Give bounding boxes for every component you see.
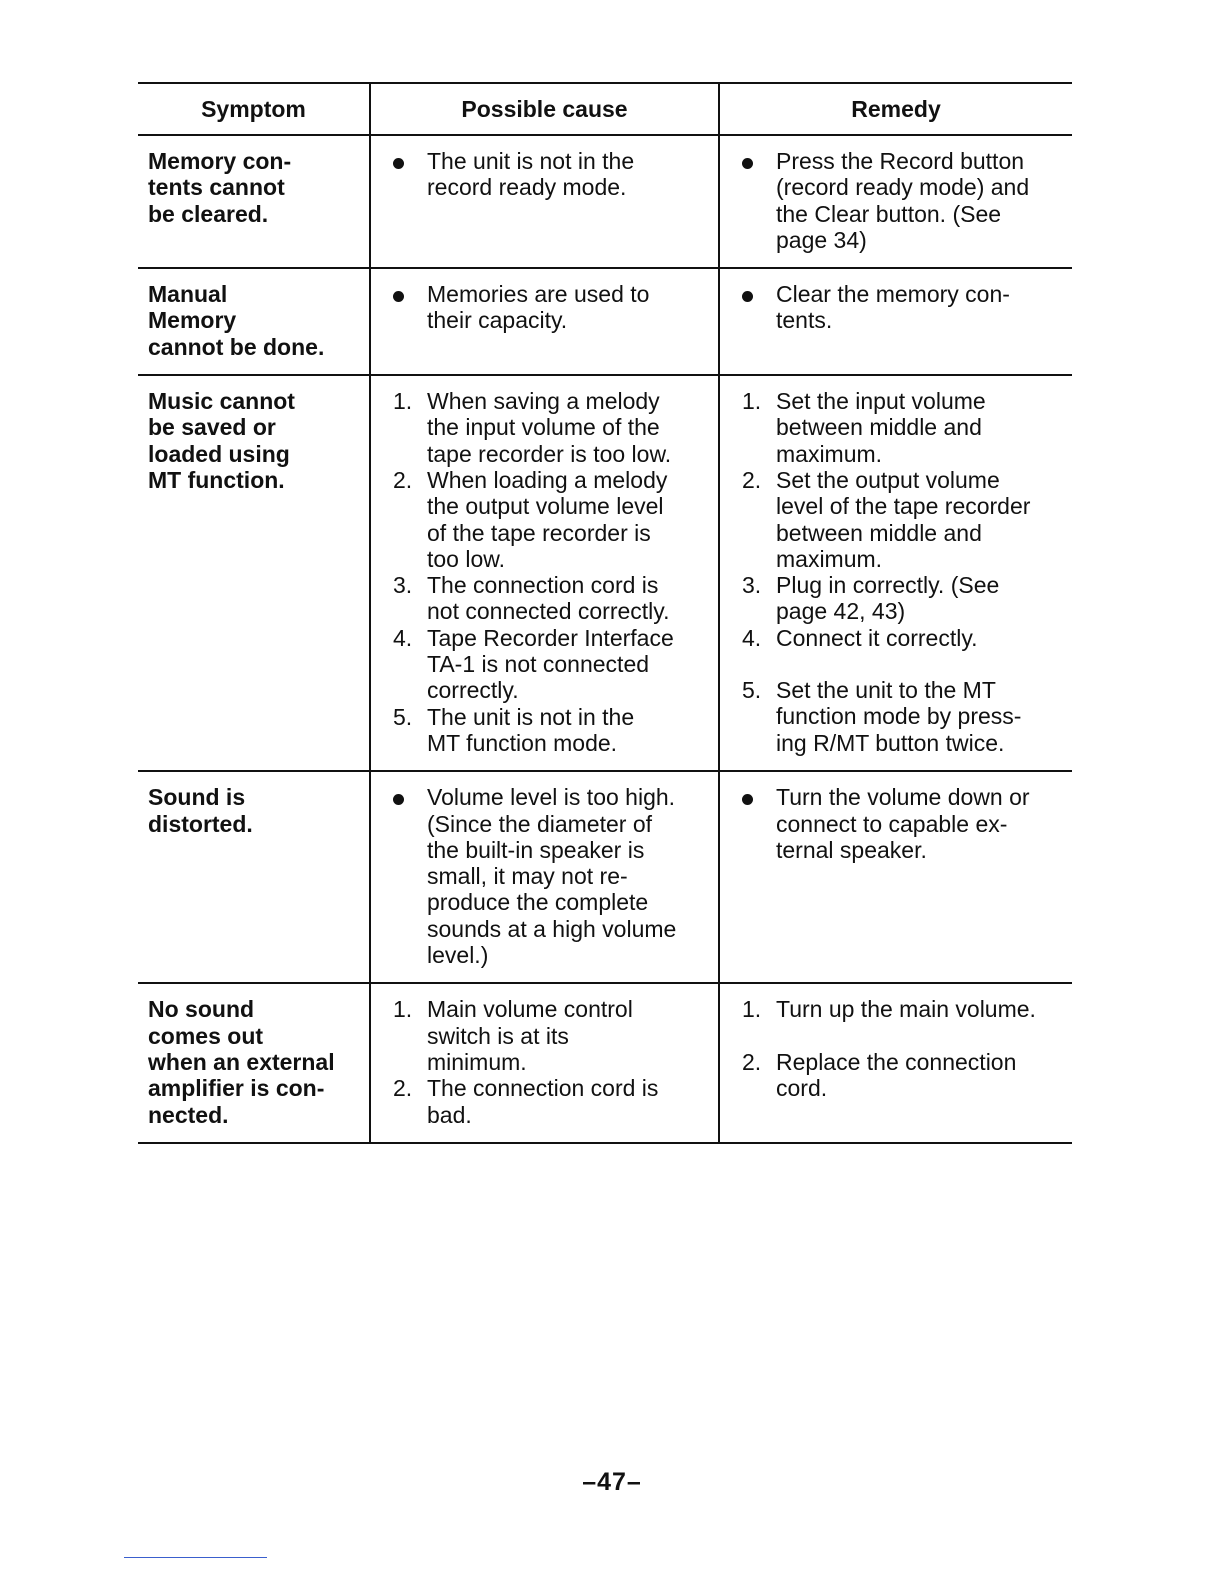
remedy-cell	[719, 375, 1072, 771]
bullet-dot-icon	[393, 794, 404, 805]
remedy-list	[730, 281, 1062, 334]
remedy-item	[730, 148, 1062, 253]
cause-cell	[370, 375, 719, 771]
remedy-text: Set the unit to the MT function mode by press- ing R/MT button twice.	[776, 677, 1022, 756]
cause-item	[381, 467, 708, 572]
cause-item	[381, 388, 708, 467]
bullet-icon	[381, 148, 427, 201]
remedy-item	[730, 388, 1062, 467]
cause-text: When loading a melody the output volume level of the tape recorder is too low.	[427, 466, 668, 572]
item-number: 5.	[393, 703, 413, 730]
cause-item	[381, 1075, 708, 1128]
cause-cell	[370, 771, 719, 983]
cause-item	[381, 996, 708, 1075]
table-row	[138, 771, 1072, 983]
cause-list	[381, 996, 708, 1127]
header-remedy: Remedy	[719, 83, 1072, 135]
item-number: 1.	[742, 388, 762, 415]
remedy-item	[730, 784, 1062, 863]
cause-list	[381, 281, 708, 334]
remedy-item	[730, 467, 1062, 572]
table-row	[138, 135, 1072, 268]
table-row	[138, 983, 1072, 1142]
bullet-dot-icon	[742, 291, 753, 302]
cause-list	[381, 784, 708, 968]
symptom-cell: Memory con- tents cannot be cleared.	[138, 135, 370, 268]
cause-text: The connection cord is not connected correctly.	[427, 572, 670, 625]
table-row	[138, 375, 1072, 771]
cause-item	[381, 784, 708, 968]
remedy-item	[730, 281, 1062, 334]
remedy-cell	[719, 771, 1072, 983]
item-number: 3.	[742, 572, 762, 599]
remedy-text: Clear the memory con- tents.	[776, 281, 1010, 334]
cause-item	[381, 148, 708, 201]
remedy-text: Turn up the main volume.	[776, 996, 1036, 1023]
cause-cell	[370, 268, 719, 375]
bullet-dot-icon	[742, 794, 753, 805]
remedy-item	[730, 677, 1062, 756]
item-number: 2.	[393, 466, 413, 493]
remedy-text: Plug in correctly. (See page 42, 43)	[776, 572, 1000, 625]
cause-text: Main volume control switch is at its minimum.	[427, 996, 633, 1075]
item-number: 4.	[393, 624, 413, 651]
item-number: 1.	[742, 996, 762, 1023]
item-number: 3.	[393, 572, 413, 599]
bullet-dot-icon	[393, 158, 404, 169]
item-number: 2.	[393, 1075, 413, 1102]
cause-cell	[370, 135, 719, 268]
header-row	[138, 83, 1072, 135]
bullet-icon	[730, 281, 776, 334]
bullet-icon	[730, 148, 776, 253]
cause-text: Tape Recorder Interface TA-1 is not connected correctly.	[427, 624, 674, 704]
cause-item	[381, 281, 708, 334]
remedy-item	[730, 625, 1062, 651]
remedy-text: Turn the volume down or connect to capable ex- ternal speaker.	[776, 784, 1030, 863]
cause-text: When saving a melody the input volume of the tape recorder is too low.	[427, 388, 672, 467]
bottom-divider	[124, 1557, 267, 1558]
symptom-cell: Sound is distorted.	[138, 771, 370, 983]
item-number: 2.	[742, 466, 762, 493]
remedy-item	[730, 1049, 1062, 1102]
troubleshooting-table	[138, 82, 1072, 1144]
symptom-cell: No sound comes out when an external amplifier is con- nected.	[138, 983, 370, 1142]
cause-cell	[370, 983, 719, 1142]
spacer	[730, 651, 1062, 677]
cause-item	[381, 625, 708, 704]
remedy-cell	[719, 135, 1072, 268]
cause-item	[381, 572, 708, 625]
remedy-list	[730, 388, 1062, 756]
spacer	[730, 1023, 1062, 1049]
table-body	[138, 135, 1072, 1143]
remedy-item	[730, 996, 1062, 1022]
bullet-icon	[381, 784, 427, 968]
cause-text: The connection cord is bad.	[427, 1075, 659, 1128]
bullet-icon	[730, 784, 776, 863]
item-number: 1.	[393, 996, 413, 1023]
cause-text: Volume level is too high. (Since the diameter of the built-in speaker is small, it may not re- produce the complete sounds at a high volume level.)	[427, 784, 677, 969]
remedy-text: Set the output volume level of the tape recorder between middle and maximum.	[776, 466, 1031, 572]
remedy-list	[730, 784, 1062, 863]
cause-list	[381, 148, 708, 201]
symptom-cell: Manual Memory cannot be done.	[138, 268, 370, 375]
item-number: 1.	[393, 388, 413, 415]
remedy-text: Connect it correctly.	[776, 624, 978, 651]
bullet-dot-icon	[393, 291, 404, 302]
cause-text: The unit is not in the record ready mode.	[427, 148, 635, 201]
item-number: 4.	[742, 624, 762, 651]
table-row	[138, 268, 1072, 375]
remedy-text: Set the input volume between middle and maximum.	[776, 388, 986, 467]
item-number: 2.	[742, 1048, 762, 1075]
header-possible-cause: Possible cause	[370, 83, 719, 135]
remedy-item	[730, 572, 1062, 625]
item-number: 5.	[742, 677, 762, 704]
cause-list	[381, 388, 708, 756]
header-symptom: Symptom	[138, 83, 370, 135]
remedy-list	[730, 148, 1062, 253]
cause-item	[381, 704, 708, 757]
cause-text: The unit is not in the MT function mode.	[427, 703, 635, 756]
remedy-text: Press the Record button (record ready mode) and the Clear button. (See page 34)	[776, 148, 1030, 253]
bullet-dot-icon	[742, 158, 753, 169]
bullet-icon	[381, 281, 427, 334]
symptom-cell: Music cannot be saved or loaded using MT function.	[138, 375, 370, 771]
remedy-text: Replace the connection cord.	[776, 1048, 1017, 1101]
remedy-list	[730, 996, 1062, 1101]
remedy-cell	[719, 983, 1072, 1142]
remedy-cell	[719, 268, 1072, 375]
cause-text: Memories are used to their capacity.	[427, 281, 650, 334]
page-number: –47–	[582, 1468, 642, 1496]
